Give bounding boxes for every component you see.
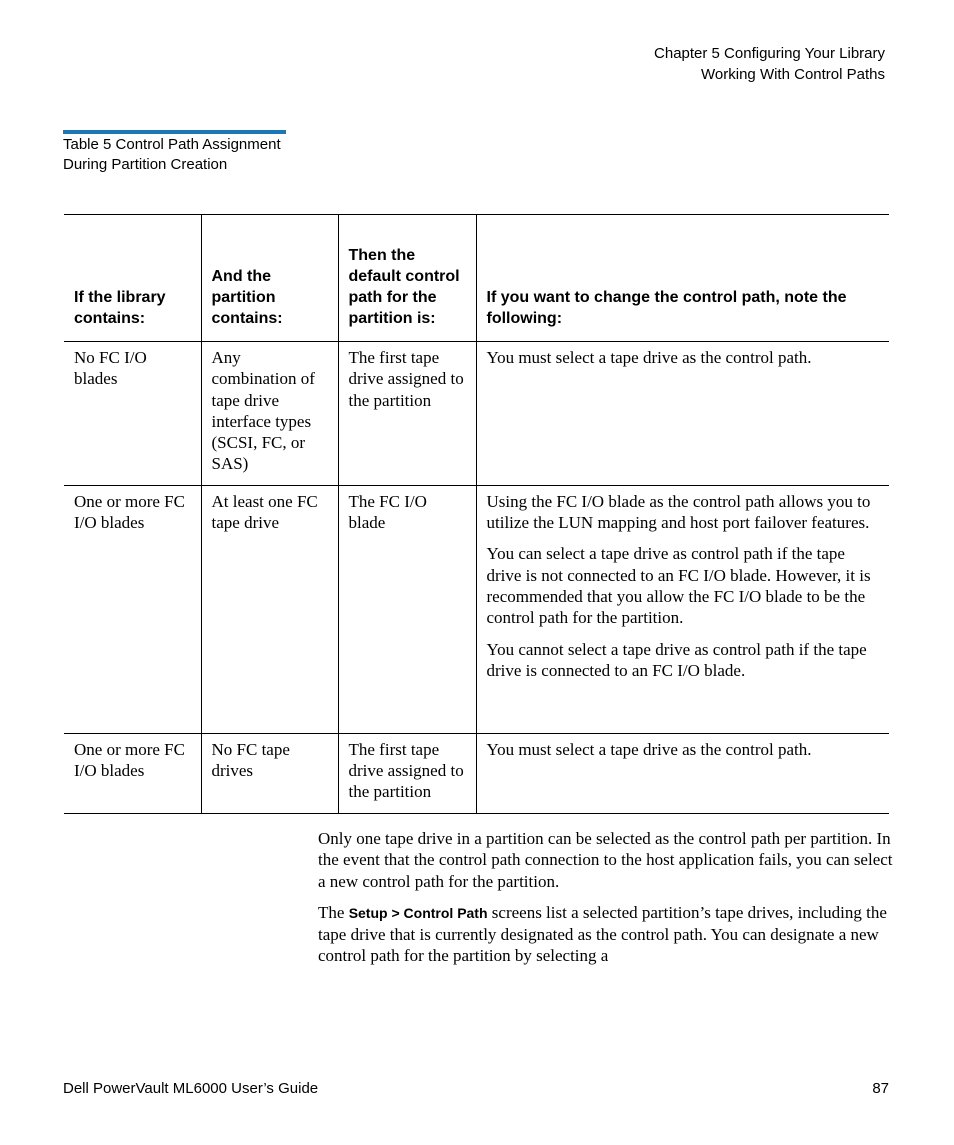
page-number: 87 (872, 1080, 889, 1097)
caption-rule (63, 130, 286, 134)
header-notes: If you want to change the control path, note the following: (476, 215, 889, 342)
note-text: You must select a tape drive as the control path. (486, 348, 812, 367)
cell-library: One or more FC I/O blades (64, 733, 201, 813)
header-partition: And the partition contains: (201, 215, 338, 342)
table-caption: Table 5 Control Path Assignment During Partition Creation (63, 136, 281, 173)
cell-default-path: The FC I/O blade (338, 485, 476, 733)
running-header (654, 43, 885, 85)
ui-menu-reference: Setup > Control Path (348, 904, 488, 921)
paragraph (318, 902, 893, 967)
cell-library: One or more FC I/O blades (64, 485, 201, 733)
paragraph-prefix: The (318, 902, 349, 922)
footer-title: Dell PowerVault ML6000 User’s Guide (63, 1080, 319, 1097)
cell-partition: No FC tape drives (201, 733, 338, 813)
table-header-row (64, 215, 889, 342)
table-row (64, 342, 889, 486)
cell-partition: Any combination of tape drive interface types (SCSI, FC, or SAS) (201, 342, 338, 486)
table-row (64, 485, 889, 733)
cell-notes (476, 485, 889, 733)
paragraph-rest: screens list a selected partition’s tape drives, including the tape drive that is currently designated as the control path. You can designate a new control path for the partition by selecting a (318, 902, 887, 966)
table-row (64, 733, 889, 813)
cell-default-path: The first tape drive assigned to the partition (338, 342, 476, 486)
note-text: You cannot select a tape drive as control path if the tape drive is connected to an FC I/O blade. (486, 639, 867, 680)
note-text: You must select a tape drive as the control path. (486, 739, 812, 759)
header-library: If the library contains: (64, 215, 201, 342)
header-chapter: Chapter 5 Configuring Your Library (654, 45, 885, 62)
cell-notes (476, 733, 889, 813)
cell-library: No FC I/O blades (64, 342, 201, 486)
header-section: Working With Control Paths (701, 66, 885, 83)
paragraph: Only one tape drive in a partition can be selected as the control path per partition. In the event that the control path connection to the host application fails, you can select a new control path for the partition. (318, 829, 893, 891)
cell-notes (476, 342, 889, 486)
note-text: You can select a tape drive as control path if the tape drive is not connected to an FC I/O blade. However, it is recommended that you allow the FC I/O blade to be the control path for the partition. (486, 544, 871, 628)
cell-partition: At least one FC tape drive (201, 485, 338, 733)
control-path-table (64, 214, 889, 814)
body-text (318, 828, 893, 977)
header-default-path: Then the default control path for the partition is: (338, 215, 476, 342)
cell-default-path: The first tape drive assigned to the partition (338, 733, 476, 813)
note-text: Using the FC I/O blade as the control path allows you to utilize the LUN mapping and host port failover features. (486, 491, 871, 533)
